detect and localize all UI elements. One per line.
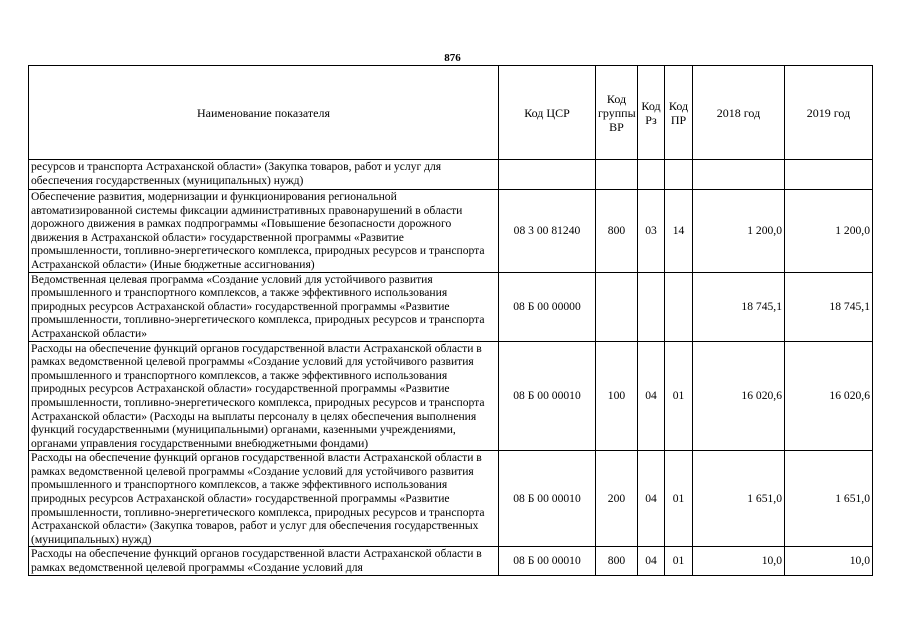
header-row xyxy=(29,66,873,160)
row-2019: 1 651,0 xyxy=(785,451,873,547)
row-rz xyxy=(638,160,665,190)
row-name: Ведомственная целевая программа «Создание условий для устойчивого развития промышленного и транспортного комплексов, а также эффективного использования природных ресурсов Астраханской области» государственной программы «Развитие промышленности, топливно-энергетического комплекса, природных ресурсов и транспорта Астраханской области» xyxy=(29,272,499,341)
header-name: Наименование показателя xyxy=(29,66,499,160)
row-rz xyxy=(638,272,665,341)
row-name: Расходы на обеспечение функций органов государственной власти Астраханской области в рамках ведомственной целевой программы «Создание условий для устойчивого развития промышленного и транспортного комплексов, а также эффективного использования природных ресурсов Астраханской области» государственной программы «Развитие промышленности, топливно-энергетического комплекса, природных ресурсов и транспорта Астраханской области» (Закупка товаров, работ и услуг для обеспечения государственных (муниципальных) нужд) xyxy=(29,451,499,547)
page-number: 876 xyxy=(444,52,461,64)
row-rz: 04 xyxy=(638,451,665,547)
row-rz: 04 xyxy=(638,547,665,575)
table-row xyxy=(29,451,873,547)
row-pr xyxy=(665,160,693,190)
table-row xyxy=(29,272,873,341)
row-2019: 10,0 xyxy=(785,547,873,575)
row-vr xyxy=(596,272,638,341)
row-vr: 100 xyxy=(596,341,638,451)
row-2018: 16 020,6 xyxy=(693,341,785,451)
row-2019: 16 020,6 xyxy=(785,341,873,451)
header-rz: Код Рз xyxy=(638,66,665,160)
row-2019 xyxy=(785,160,873,190)
row-csr: 08 Б 00 00010 xyxy=(499,451,596,547)
header-2019: 2019 год xyxy=(785,66,873,160)
budget-table xyxy=(28,65,873,576)
row-vr: 200 xyxy=(596,451,638,547)
row-pr: 01 xyxy=(665,451,693,547)
row-2018: 1 200,0 xyxy=(693,190,785,273)
row-name: ресурсов и транспорта Астраханской области» (Закупка товаров, работ и услуг для обеспечения государственных (муниципальных) нужд) xyxy=(29,160,499,190)
row-2019: 1 200,0 xyxy=(785,190,873,273)
table-row xyxy=(29,547,873,575)
row-name: Расходы на обеспечение функций органов государственной власти Астраханской области в рамках ведомственной целевой программы «Создание условий для xyxy=(29,547,499,575)
row-2018 xyxy=(693,160,785,190)
row-vr: 800 xyxy=(596,547,638,575)
table-row xyxy=(29,341,873,451)
row-pr: 14 xyxy=(665,190,693,273)
row-pr xyxy=(665,272,693,341)
row-csr: 08 Б 00 00010 xyxy=(499,341,596,451)
row-csr: 08 Б 00 00000 xyxy=(499,272,596,341)
row-pr: 01 xyxy=(665,341,693,451)
header-vr: Код группы ВР xyxy=(596,66,638,160)
row-csr: 08 3 00 81240 xyxy=(499,190,596,273)
row-name: Расходы на обеспечение функций органов государственной власти Астраханской области в рамках ведомственной целевой программы «Создание условий для устойчивого развития промышленного и транспортного комплексов, а также эффективного использования природных ресурсов Астраханской области» государственной программы «Развитие промышленности, топливно-энергетического комплекса, природных ресурсов и транспорта Астраханской области» (Расходы на выплаты персоналу в целях обеспечения выполнения функций государственными (муниципальными) органами, казенными учреждениями, органами управления государственными внебюджетными фондами) xyxy=(29,341,499,451)
row-2019: 18 745,1 xyxy=(785,272,873,341)
header-2018: 2018 год xyxy=(693,66,785,160)
row-csr xyxy=(499,160,596,190)
row-csr: 08 Б 00 00010 xyxy=(499,547,596,575)
header-pr: Код ПР xyxy=(665,66,693,160)
row-pr: 01 xyxy=(665,547,693,575)
row-2018: 10,0 xyxy=(693,547,785,575)
header-csr: Код ЦСР xyxy=(499,66,596,160)
table-row xyxy=(29,160,873,190)
row-2018: 18 745,1 xyxy=(693,272,785,341)
row-vr xyxy=(596,160,638,190)
row-name: Обеспечение развития, модернизации и функционирования региональной автоматизированной системы фиксации административных правонарушений в области дорожного движения в рамках подпрограммы «Повышение безопасности дорожного движения в Астраханской области» государственной программы «Развитие промышленности, топливно-энергетического комплекса, природных ресурсов и транспорта Астраханской области» (Иные бюджетные ассигнования) xyxy=(29,190,499,273)
row-vr: 800 xyxy=(596,190,638,273)
row-rz: 03 xyxy=(638,190,665,273)
table-row xyxy=(29,190,873,273)
row-2018: 1 651,0 xyxy=(693,451,785,547)
row-rz: 04 xyxy=(638,341,665,451)
